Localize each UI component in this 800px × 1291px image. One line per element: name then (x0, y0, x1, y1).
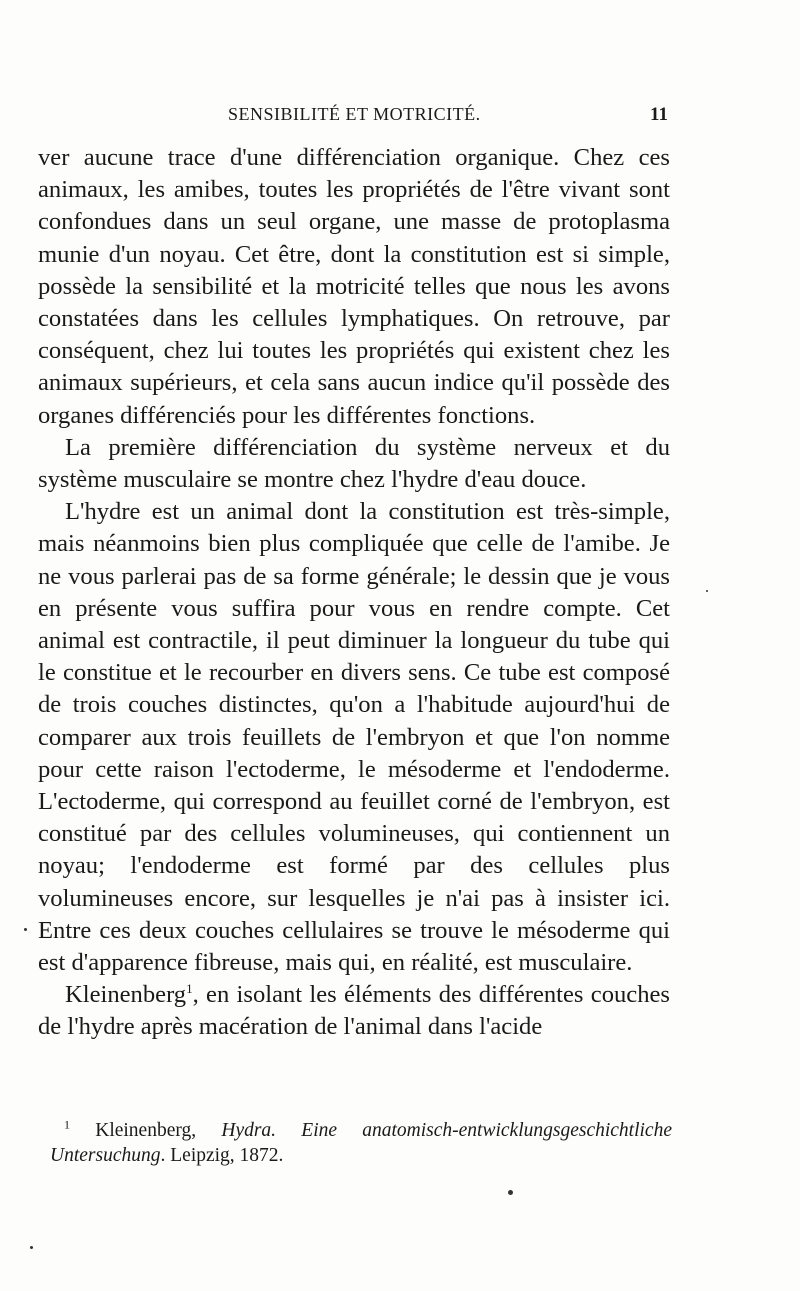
footnote-reference: 1 (186, 981, 193, 997)
page-number: 11 (650, 104, 668, 125)
print-speck (24, 928, 27, 931)
paragraph-continuation: ver aucune trace d'une différenciation organique. Chez ces animaux, les amibes, toutes les propriétés de l'être vivant sont confondues dans un seul organe, une masse de protoplasma munie d'un noyau. Cet être, dont la constitution est si simple, possède la sensibilité et la motricité telles que nous les avons constatées dans les cellules lymphatiques. On retrouve, par conséquent, chez lui toutes les propriétés qui existent chez les animaux supérieurs, et cela sans aucun indice qu'il possède des organes différenciés pour les différentes fonctions. (38, 144, 670, 429)
paragraph-hydra-intro: La première différenciation du système nerveux et du système musculaire se montre chez l'hydre d'eau douce. (38, 433, 670, 494)
footnote-title: Hydra. Eine anatomisch-entwicklungsgeschichtliche Untersuchung (50, 1120, 672, 1166)
paragraph-kleinenberg (38, 979, 670, 1043)
print-speck (508, 1190, 513, 1195)
running-head: SENSIBILITÉ ET MOTRICITÉ. (228, 104, 481, 124)
print-speck (30, 1246, 33, 1249)
kleinenberg-name: Kleinenberg (65, 981, 187, 1009)
print-speck (706, 590, 708, 592)
page-header (0, 104, 800, 134)
body-text (38, 142, 670, 1044)
paragraph-hydra-structure: L'hydre est un animal dont la constitution est très-simple, mais néanmoins bien plus compliquée que celle de l'amibe. Je ne vous parlerai pas de sa forme générale; le dessin que je vous en présente vous suffira pour vous en rendre compte. Cet animal est contractile, il peut diminuer la longueur du tube qui le constitue et le recourber en divers sens. Ce tube est composé de trois couches distinctes, qu'on a l'habitude aujourd'hui de comparer aux trois feuillets de l'embryon et que l'on nomme pour cette raison l'ectoderme, le mésoderme et l'endoderme. L'ectoderme, qui correspond au feuillet corné de l'embryon, est constitué par des cellules volumineuses, qui contiennent un noyau; l'endoderme est formé par des cellules plus volumineuses encore, sur lesquelles je n'ai pas à insister ici. Entre ces deux couches cellulaires se trouve le mésoderme qui est d'apparence fibreuse, mais qui, en réalité, est musculaire. (38, 498, 670, 977)
footnote-number: 1 (64, 1117, 70, 1132)
kleinenberg-text: , en isolant les éléments des différentes couches de l'hydre après macération de l'animal dans l'acide (38, 981, 670, 1041)
footnote (50, 1118, 672, 1168)
footnote-author: Kleinenberg, (95, 1120, 222, 1141)
footnote-publication: . Leipzig, 1872. (160, 1145, 284, 1166)
